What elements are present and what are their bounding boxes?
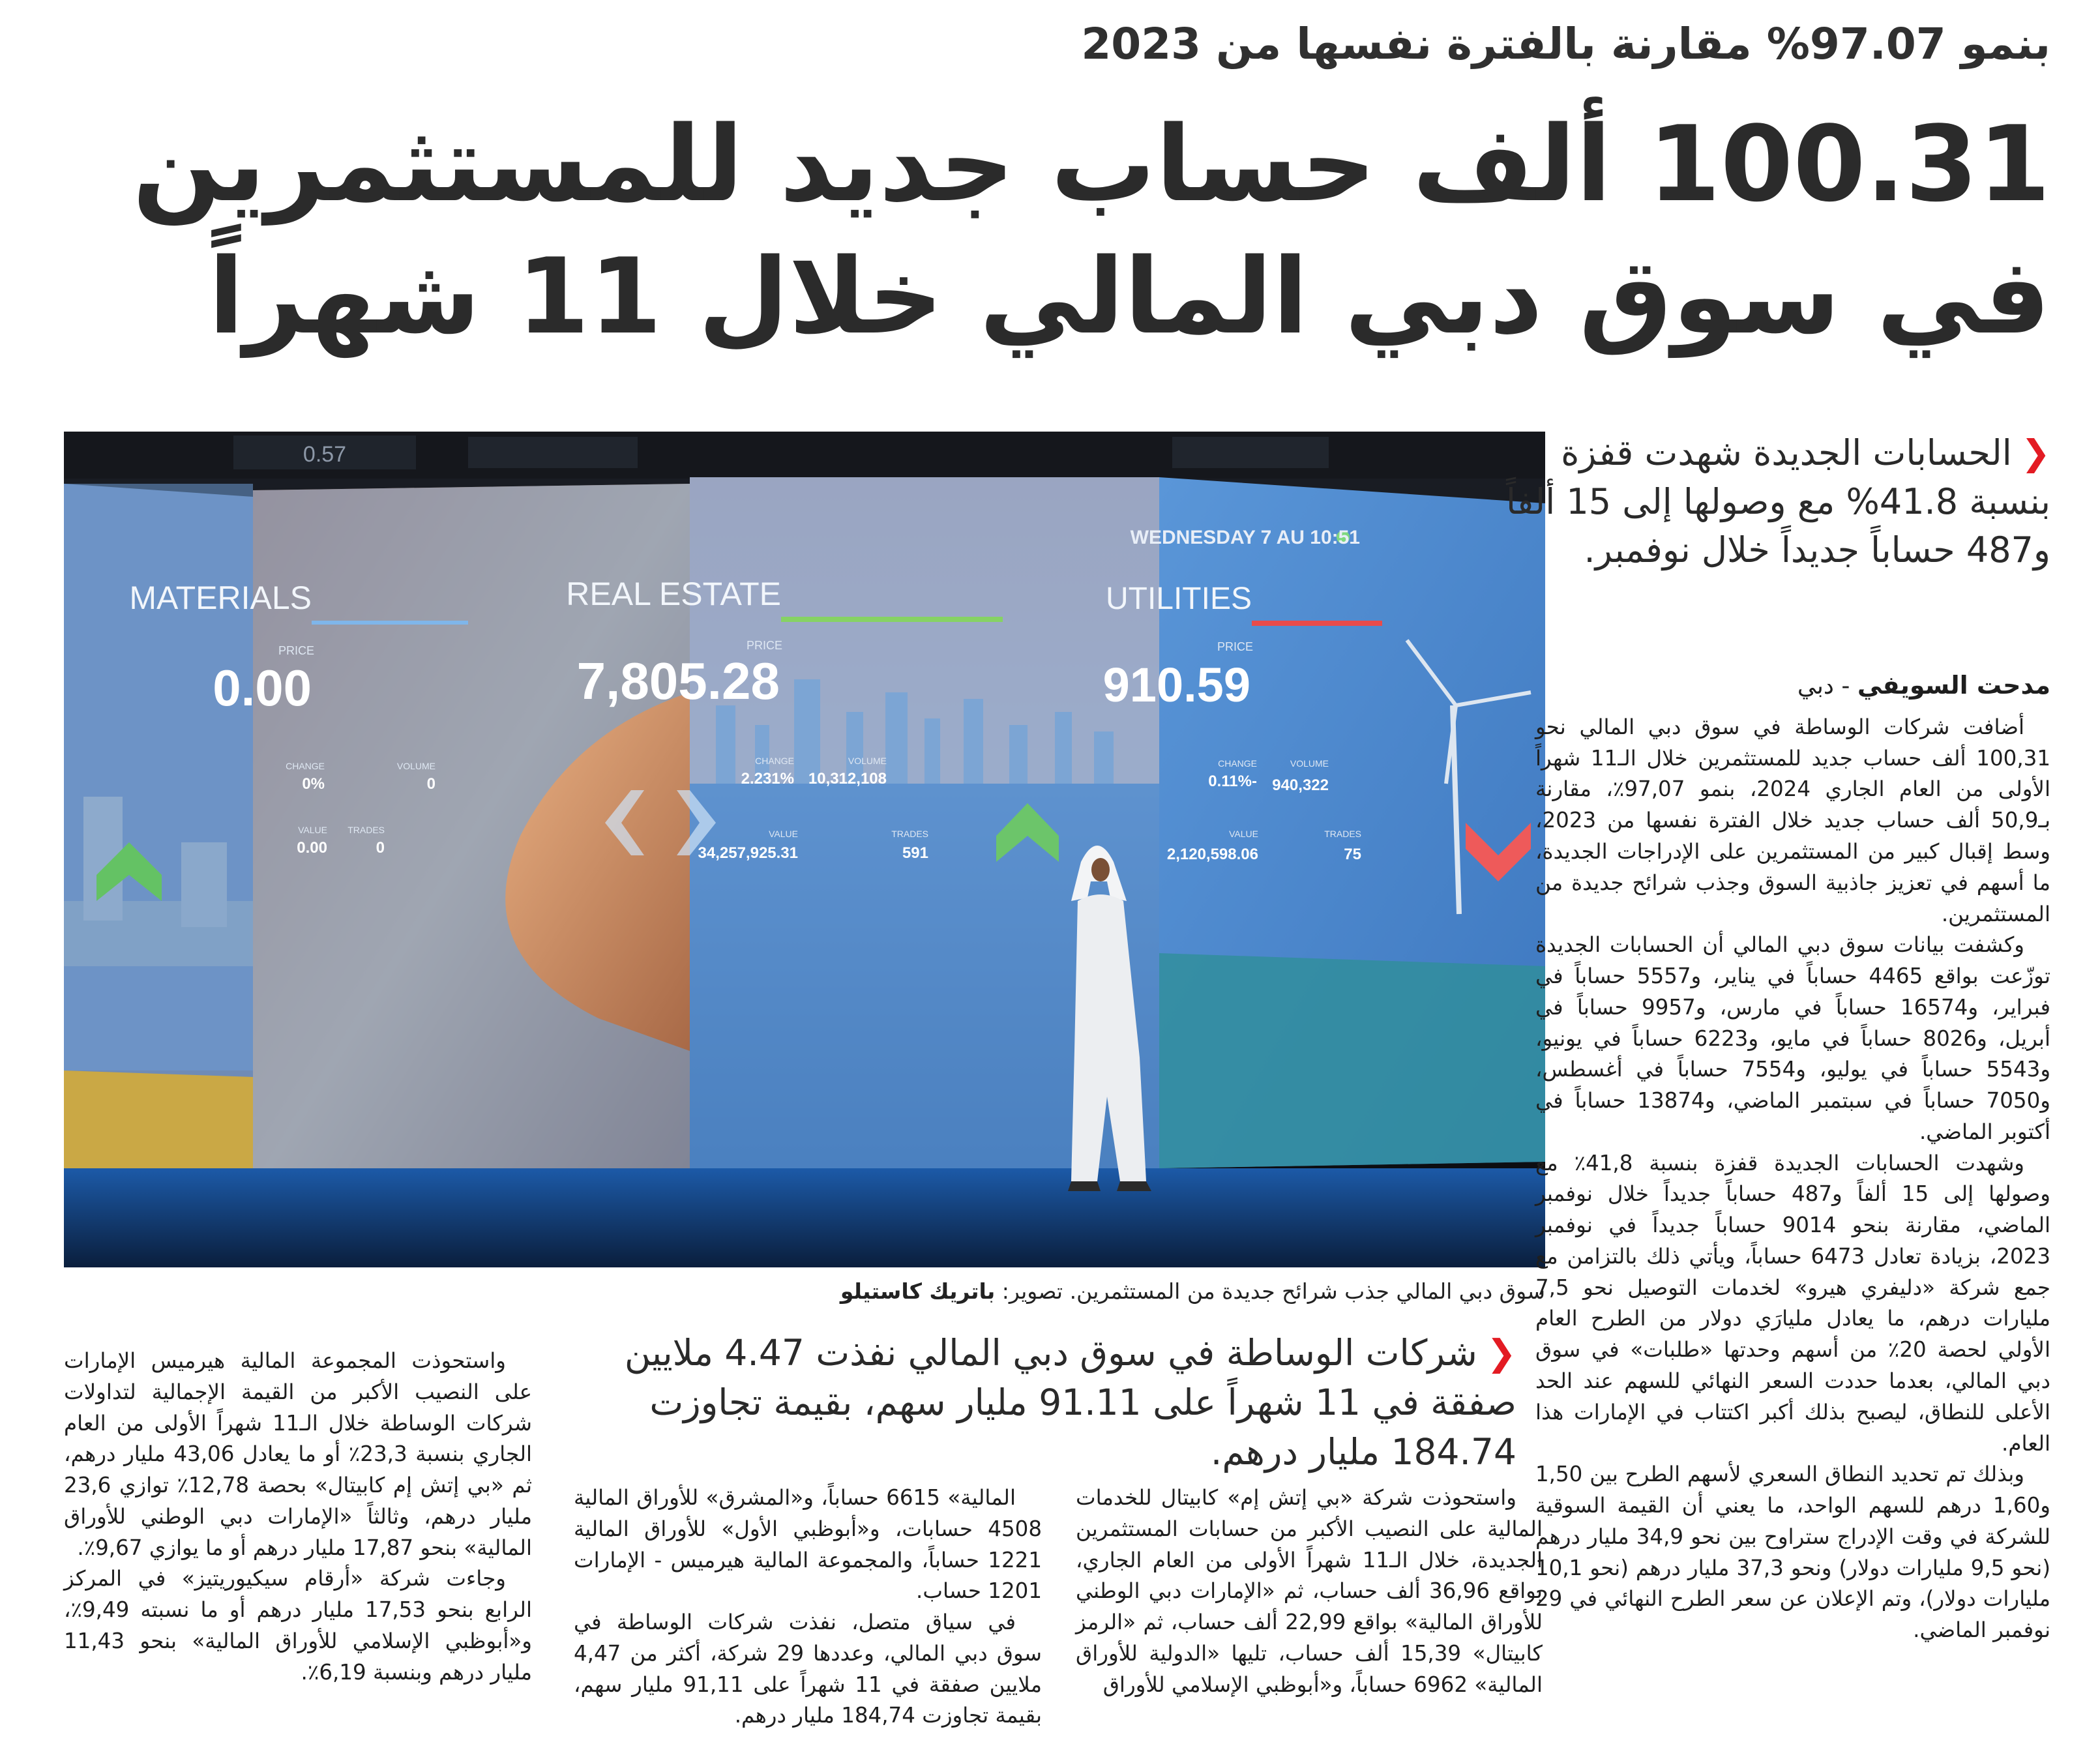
chevron-left-icon: ❮ <box>1486 1332 1516 1374</box>
byline-location: - دبي <box>1797 673 1857 700</box>
pull-quote-1 <box>1503 429 2050 575</box>
panel-title: UTILITIES <box>1105 582 1252 616</box>
article-column-2 <box>1076 1483 1543 1700</box>
caption-text: سوق دبي المالي جذب شرائح جديدة من المستثمرين. تصوير: <box>995 1278 1545 1304</box>
headline-line-1: 100.31 ألف حساب جديد للمستثمرين <box>132 103 2050 225</box>
panel-value-label: VALUE <box>769 829 798 839</box>
panel-change: -0.11% <box>1208 773 1257 790</box>
headline <box>55 98 2050 362</box>
photo-caption <box>64 1278 1545 1306</box>
paragraph: المالية» 6615 حساباً، و«المشرق» للأوراق المالية 4508 حسابات، و«أبوظبي الأول» للأوراق المالية 1221 حساباً، والمجموعة المالية هيرميس - الإمارات 1201 حساب. <box>574 1485 1042 1604</box>
panel-value: 34,257,925.31 <box>698 844 798 862</box>
paragraph: في سياق متصل، نفذت شركات الوساطة في سوق دبي المالي، وعددها 29 شركة، أكثر من 4,47 ملايين صفقة في 11 شهراً على 91,11 مليار سهم، بقيمة تجاوزت 184,74 مليار درهم. <box>574 1610 1042 1728</box>
panel-volume: 10,312,108 <box>808 770 887 788</box>
panel-title: MATERIALS <box>129 580 312 616</box>
panel-price-label: PRICE <box>278 644 314 657</box>
byline <box>1535 668 2050 704</box>
article-column-3 <box>574 1483 1042 1732</box>
paragraph: واستحوذت المجموعة المالية هيرميس الإمارات على النصيب الأكبر من القيمة الإجمالية لتداولات شركات الوساطة خلال الـ11 شهراً الأولى من العام الجاري بنسبة 23,3٪ أو ما يعادل 43,06 مليار درهم، ثم «بي إتش إم كابيتال» بحصة 12,78٪ توازي 23,6 مليار درهم، وثالثاً «الإمارات دبي الوطني للأوراق المالية» بنحو 17,87 مليار درهم أو ما يوازي 9,67٪. <box>64 1348 533 1560</box>
photo-credit: باتريك كاستيلو <box>840 1278 996 1304</box>
panel-volume: 0 <box>426 775 436 793</box>
pull-quote-text: شركات الوساطة في سوق دبي المالي نفذت 4.47 ملايين صفقة في 11 شهراً على 91.11 مليار سهم، بقيمة تجاوزت 184.74 مليار درهم. <box>624 1332 1516 1473</box>
panel-trades-label: TRADES <box>348 825 385 835</box>
screen-clock: 10:51 WEDNESDAY 7 AU <box>1130 527 1360 548</box>
panel-change: 0% <box>302 775 325 793</box>
panel-price: 0.00 <box>213 659 312 716</box>
panel-price-label: PRICE <box>746 639 782 652</box>
panel-price-label: PRICE <box>1217 640 1253 653</box>
panel-value: 0.00 <box>297 839 327 857</box>
panel-change: 2.231% <box>741 770 794 788</box>
panel-volume-label: VOLUME <box>848 756 887 766</box>
pull-quote-text: الحسابات الجديدة شهدت قفزة بنسبة 41.8% مع وصولها إلى 15 ألفاً و487 حساباً جديداً خلال نوفمبر. <box>1506 432 2050 571</box>
panel-change-label: CHANGE <box>1218 758 1257 769</box>
article-column-main <box>1535 668 2050 1646</box>
panel-value-label: VALUE <box>298 825 327 835</box>
paragraph: وكشفت بيانات سوق دبي المالي أن الحسابات الجديدة توزّعت بواقع 4465 حساباً في يناير، و5557 حساباً في فبراير، و16574 حساباً في مارس، و9957 حساباً في أبريل، و8026 حساباً في مايو، و6223 حساباً في يونيو، و5543 حساباً في يوليو، و7554 حساباً في أغسطس، و7050 حساباً في سبتمبر الماضي، و13874 حساباً في أكتوبر الماضي. <box>1535 932 2051 1144</box>
panel-trades-label: TRADES <box>891 829 928 839</box>
author-name: مدحت السويفي <box>1857 671 2050 700</box>
chevron-left-icon: ❮ <box>2020 432 2050 473</box>
panel-price: 910.59 <box>1102 658 1250 712</box>
article-column-4 <box>64 1346 532 1688</box>
panel-title: REAL ESTATE <box>566 576 781 612</box>
ticker-value: 0.57 <box>303 442 347 467</box>
panel-volume: 940,322 <box>1272 776 1329 794</box>
paragraph: وشهدت الحسابات الجديدة قفزة بنسبة 41,8٪ مع وصولها إلى 15 ألفاً و487 حساباً جديداً خلال نوفمبر الماضي، مقارنة بنحو 9014 حساباً جديداً في نوفمبر 2023، بزيادة تعادل 6473 حساباً، ويأتي ذلك بالتزامن مع جمع شركة «دليفري هيرو» لخدمات التوصيل نحو 7,5 مليارات درهم، ما يعادل مليارَي دولار من الطرح العام الأولي لحصة 20٪ من أسهم وحدتها «طلبات» في سوق دبي المالي، بعدما حددت السعر النهائي للسهم عند الحد الأعلى للنطاق، ليصبح بذلك أكبر اكتتاب في الإمارات هذا العام. <box>1535 1150 2050 1456</box>
panel-trades: 0 <box>376 839 385 857</box>
panel-change-label: CHANGE <box>755 756 794 766</box>
paragraph: وبذلك تم تحديد النطاق السعري لأسهم الطرح بين 1,50 و1,60 درهم للسهم الواحد، ما يعني أن القيمة السوقية للشركة في وقت الإدراج ستراوح بين نحو 34,9 مليار درهم (نحو 9,5 مليارات دولار) ونحو 37,3 مليار درهم (نحو 10,1 مليارات دولار)، وتم الإعلان عن سعر الطرح النهائي في 29 نوفمبر الماضي. <box>1535 1462 2051 1643</box>
paragraph: أضافت شركات الوساطة في سوق دبي المالي نحو 100,31 ألف حساب جديد للمستثمرين خلال الـ11 شهراً الأولى من العام الجاري 2024، بنمو 97,07٪، مقارنة بـ50,9 ألف حساب جديد خلال الفترة نفسها من 2023، وسط إقبال كبير من المستثمرين على الإدراجات الجديدة، ما أسهم في تعزيز جاذبية السوق وجذب شرائح جديدة من المستثمرين. <box>1535 714 2050 926</box>
panel-change-label: CHANGE <box>286 761 325 771</box>
paragraph: وجاءت شركة «أرقام سيكيوريتيز» في المركز الرابع بنحو 17,53 مليار درهم أو ما نسبته 9,49٪، و«أبوظبي الإسلامي للأوراق المالية» بنحو 11,43 مليار درهم وبنسبة 6,19٪. <box>64 1566 532 1685</box>
headline-line-2: في سوق دبي المالي خلال 11 شهراً <box>208 235 2050 358</box>
panel-volume-label: VOLUME <box>1290 758 1329 769</box>
kicker: بنمو 97.07% مقارنة بالفترة نفسها من 2023 <box>1081 19 2050 69</box>
article-photo <box>64 432 1545 1267</box>
panel-trades: 591 <box>902 844 928 862</box>
panel-value-label: VALUE <box>1229 829 1258 839</box>
panel-trades-label: TRADES <box>1324 829 1361 839</box>
paragraph: واستحوذت شركة «بي إتش إم» كابيتال للخدمات المالية على النصيب الأكبر من حسابات المستثمرين الجديدة، خلال الـ11 شهراً الأولى من العام الجاري، بواقع 36,96 ألف حساب، ثم «الإمارات دبي الوطني للأوراق المالية» بواقع 22,99 ألف حساب، ثم «الرمز كابيتال» 15,39 ألف حساب، تليها «الدولية للأوراق المالية» 6962 حساباً، و«أبوظبي الإسلامي للأوراق <box>1076 1485 1543 1697</box>
pull-quote-2 <box>574 1329 1516 1477</box>
panel-trades: 75 <box>1344 846 1361 863</box>
panel-value: 2,120,598.06 <box>1166 846 1258 863</box>
panel-volume-label: VOLUME <box>396 761 436 771</box>
panel-price: 7,805.28 <box>576 652 780 710</box>
